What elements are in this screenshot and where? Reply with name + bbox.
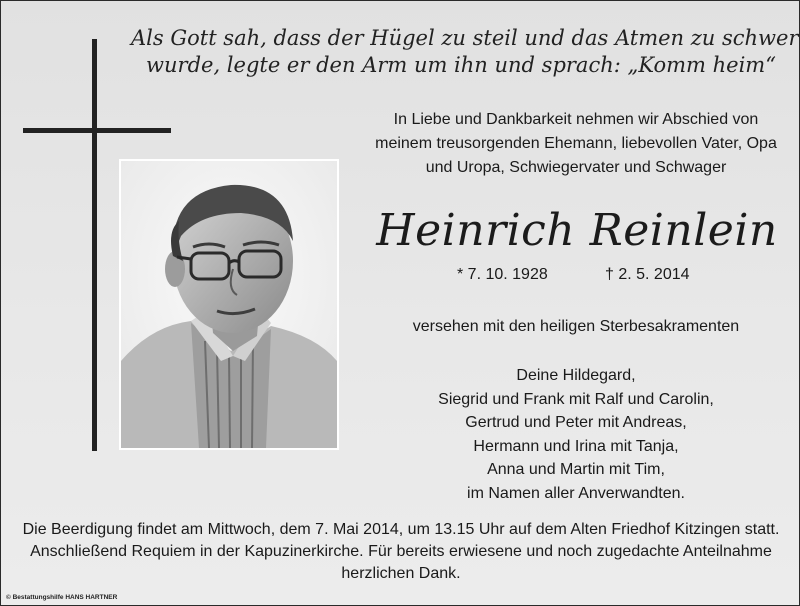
cross-horizontal-bar: [23, 128, 171, 133]
death-date: † 2. 5. 2014: [605, 266, 690, 283]
intro-line: meinem treusorgenden Ehemann, liebevollen Vater, Opa: [375, 135, 777, 152]
mourner-line: Gertrud und Peter mit Andreas,: [465, 414, 687, 431]
undertaker-credit: © Bestattungshilfe HANS HARTNER: [6, 594, 118, 601]
mourner-line: im Namen aller Anverwandten.: [467, 484, 685, 502]
mourner-line: Siegrid und Frank mit Ralf und Carolin,: [438, 390, 714, 408]
birth-date: * 7. 10. 1928: [457, 266, 548, 283]
funeral-info: [11, 519, 791, 585]
motto-line: Als Gott sah, dass der Hügel zu steil und das Atmen zu schwer: [131, 26, 799, 50]
intro-line: In Liebe und Dankbarkeit nehmen wir Abschied von: [393, 111, 759, 128]
funeral-line: Die Beerdigung findet am Mittwoch, dem 7. Mai 2014, um 13.15 Uhr auf dem Alten Friedhof Kitzingen statt.: [22, 521, 780, 538]
mourners-list: [361, 364, 791, 505]
portrait-illustration: [121, 161, 337, 448]
funeral-line: herzlichen Dank.: [341, 565, 461, 582]
mourner-line: Anna und Martin mit Tim,: [487, 461, 665, 478]
portrait-frame: [119, 159, 339, 450]
portrait-photo: [121, 161, 337, 448]
mourner-line: Hermann und Irina mit Tanja,: [473, 437, 679, 455]
funeral-line: Anschließend Requiem in der Kapuzinerkirche. Für bereits erwiesene und noch zugedachte Anteilnahme: [30, 543, 772, 560]
intro-line: und Uropa, Schwiegervater und Schwager: [425, 159, 727, 176]
sacraments-line: versehen mit den heiligen Sterbesakramenten: [412, 318, 740, 335]
motto-quote: [131, 25, 799, 79]
deceased-name: Heinrich Reinlein: [376, 205, 778, 256]
intro-text: [361, 108, 791, 180]
motto-line: wurde, legte er den Arm um ihn und sprach: „Komm heim“: [146, 53, 776, 77]
mourner-line: Deine Hildegard,: [516, 367, 636, 384]
cross-vertical-bar: [92, 39, 97, 451]
